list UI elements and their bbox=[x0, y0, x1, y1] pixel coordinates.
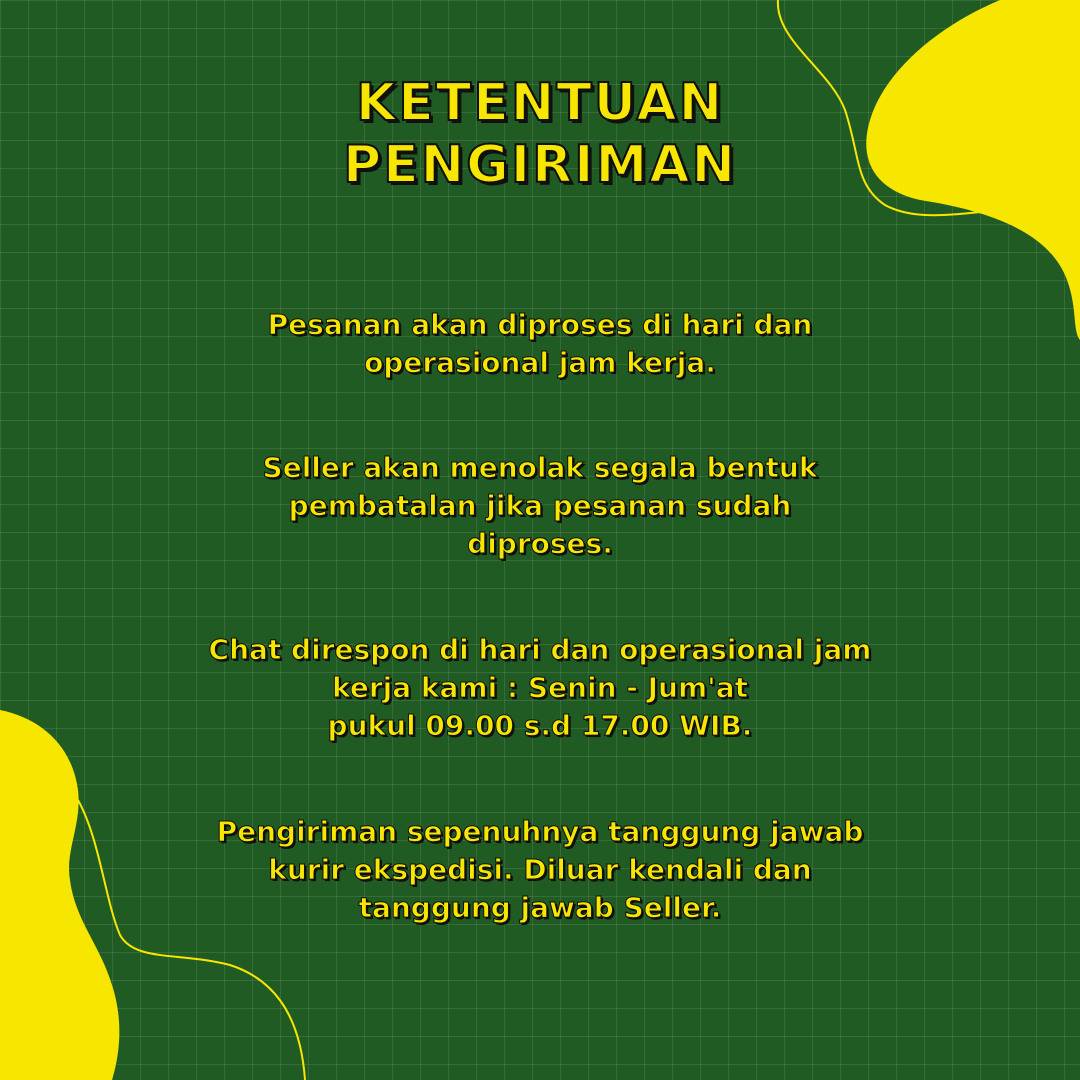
rule-line: Chat direspon di hari dan operasional jam bbox=[208, 633, 872, 666]
rule-line: Seller akan menolak segala bentuk bbox=[262, 451, 818, 484]
rule-line: diproses. bbox=[467, 527, 613, 560]
title-line-2: PENGIRIMAN bbox=[342, 135, 738, 195]
rule-line: pukul 09.00 s.d 17.00 WIB. bbox=[327, 709, 753, 742]
rule-line: Pengiriman sepenuhnya tanggung jawab bbox=[216, 815, 864, 848]
rule-line: operasional jam kerja. bbox=[364, 346, 716, 379]
rule-line: tanggung jawab Seller. bbox=[358, 891, 722, 924]
rule-line: kerja kami : Senin - Jum'at bbox=[331, 671, 748, 704]
rule-line: Pesanan akan diproses di hari dan bbox=[267, 308, 813, 341]
rule-line: pembatalan jika pesanan sudah bbox=[288, 489, 792, 522]
rule-processing bbox=[140, 306, 940, 382]
title-line-1: KETENTUAN bbox=[355, 73, 725, 133]
page-title bbox=[0, 72, 1080, 196]
rule-chat-hours bbox=[140, 631, 940, 745]
bottom-left-blob bbox=[0, 710, 119, 1080]
rule-courier-responsibility bbox=[140, 813, 940, 927]
rule-line: kurir ekspedisi. Diluar kendali dan bbox=[268, 853, 812, 886]
rule-cancellation bbox=[140, 449, 940, 563]
